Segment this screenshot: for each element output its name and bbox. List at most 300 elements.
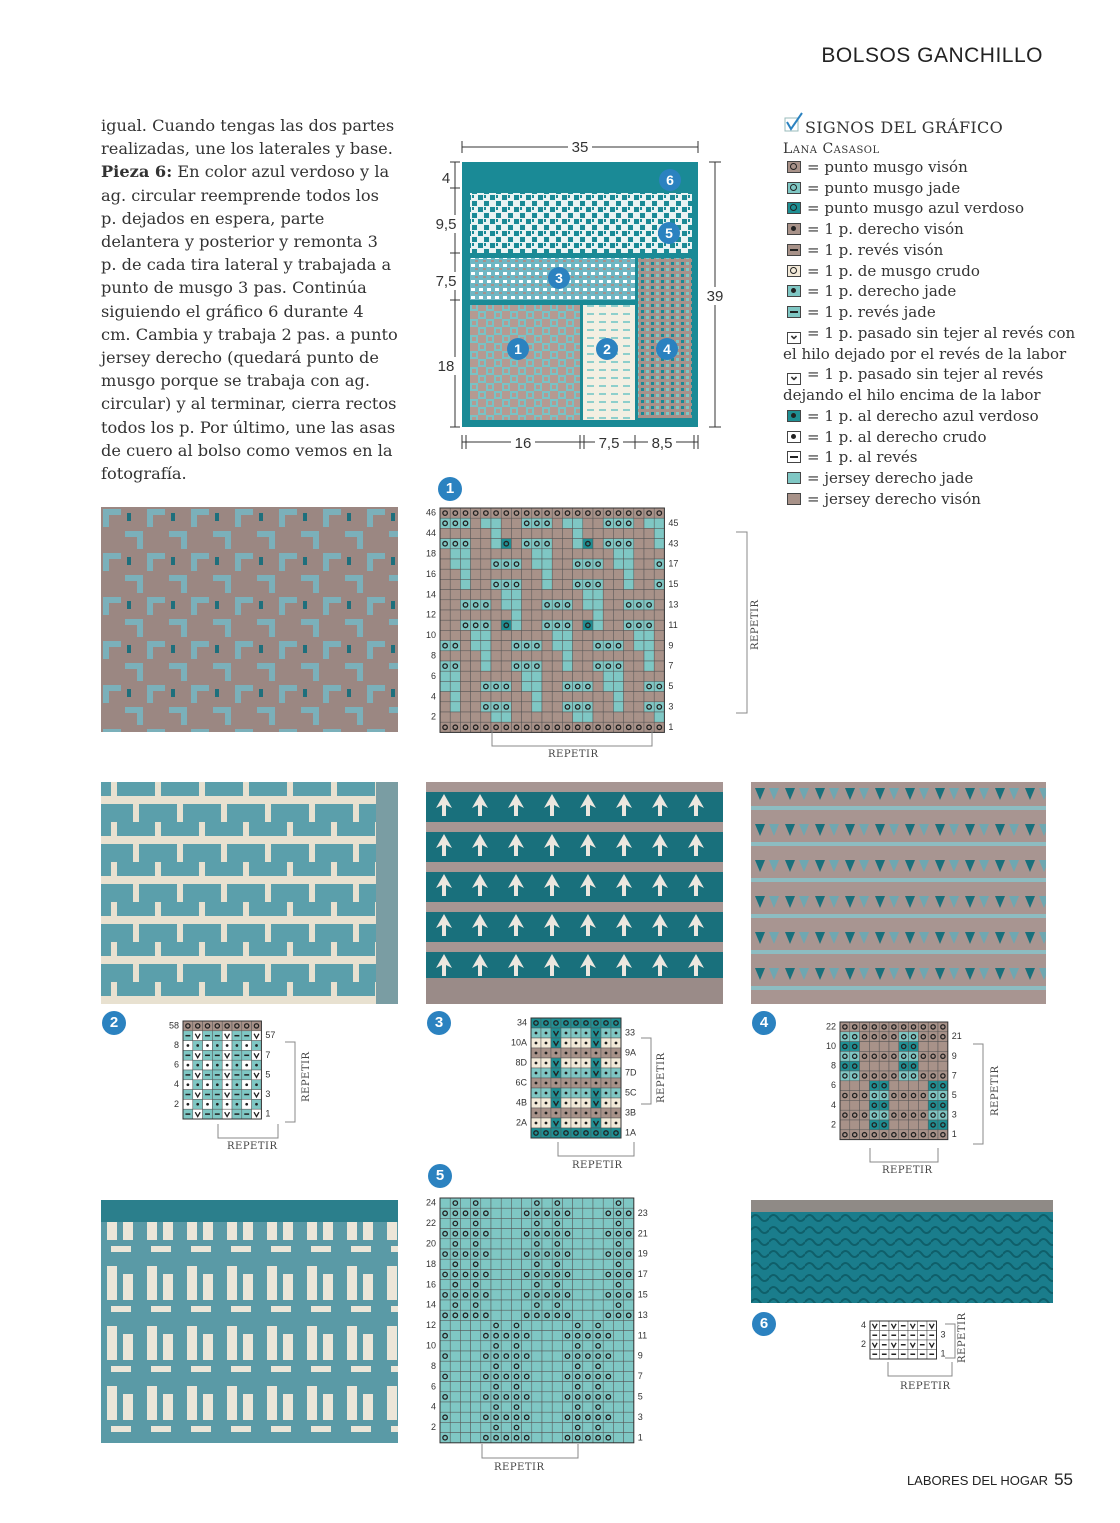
chart-cell [522,610,532,620]
chart-cell [471,590,481,600]
chart-cell [501,671,511,681]
chart-cell [542,1269,552,1279]
chart-cell [522,641,532,651]
row-number-left: 46 [425,507,436,518]
chart-cell [511,1382,521,1392]
chart-cell [501,1229,511,1239]
chart-cell [460,1422,470,1432]
chart-cell [552,1300,562,1310]
chart-cell [450,1320,460,1330]
chart-cell [542,1300,552,1310]
chart-cell [562,651,572,661]
chart-cell [634,590,644,600]
chart-cell [583,1249,593,1259]
chart-cell [460,1392,470,1402]
chart-cell [573,1422,583,1432]
chart-cell [583,1300,593,1310]
chart-cell [522,590,532,600]
chart-cell [899,1331,909,1341]
legend-symbol-icon [787,265,801,277]
chart-cell [909,1100,919,1110]
chart-cell [471,651,481,661]
chart-cell [242,1099,252,1109]
dim-bottom-1: 16 [514,435,532,452]
chart-cell [460,1249,470,1259]
legend-item-text: = punto musgo azul verdoso [807,199,1025,218]
chart-cell [573,1259,583,1269]
chart-cell [593,620,603,630]
chart-cell [481,1300,491,1310]
chart-cell [183,1031,193,1041]
chart-cell [561,1068,571,1078]
chart-cell [654,559,664,569]
chart-cell [562,1229,572,1239]
chart-cell [471,661,481,671]
chart-cell [601,1028,611,1038]
row-number-right: 1 [668,721,674,732]
chart-cell [440,651,450,661]
chart-cell [928,1110,938,1120]
chart-cell [511,630,521,640]
chart-cell [481,1229,491,1239]
chart-cell [491,1239,501,1249]
chart-cell [193,1021,203,1031]
chart-cell [522,539,532,549]
chart-cell [899,1120,909,1130]
chart-cell [541,1128,551,1138]
chart-cell [613,620,623,630]
legend-item [783,427,1083,448]
dim-left-4: 18 [437,358,455,375]
chart-cell [491,539,501,549]
chart-cell [532,1218,542,1228]
chart-cell [869,1081,879,1091]
chart-cell [613,1259,623,1269]
chart-cell [460,508,470,518]
chart-cell [869,1042,879,1052]
chart-cell [440,518,450,528]
legend-symbol-icon [787,493,801,505]
chart-cell [562,671,572,681]
chart-cell [552,1290,562,1300]
chart-cell [593,1320,603,1330]
chart-cell [481,630,491,640]
chart-cell [860,1061,870,1071]
chart-cell [927,1321,937,1331]
chart-cell [562,610,572,620]
chart-cell [613,1371,623,1381]
chart-cell [501,549,511,559]
chart-cell [562,549,572,559]
chart-cell [491,702,501,712]
chart-cell [450,1229,460,1239]
chart-cell [232,1060,242,1070]
chart-cell [252,1070,262,1080]
chart-cell [624,712,634,722]
chart-cell [552,630,562,640]
legend-item [783,198,1083,219]
chart-cell [562,539,572,549]
chart-cell [562,1392,572,1402]
chart-cell [562,590,572,600]
chart-cell [511,651,521,661]
chart-cell [440,1402,450,1412]
legend-title: SIGNOS DEL GRÁFICO [805,118,1004,137]
legend-item [783,219,1083,240]
chart-cell [450,1239,460,1249]
chart-cell [583,1229,593,1239]
chart-cell [583,579,593,589]
chart-cell [471,620,481,630]
chart-cell [611,1038,621,1048]
chart-cell [593,1402,603,1412]
chart-cell [522,1422,532,1432]
chart-cell [450,661,460,671]
chart-cell [440,722,450,732]
chart-cell [481,528,491,538]
chart-cell [242,1041,252,1051]
chart-cell [551,1118,561,1128]
chart-cell [252,1041,262,1051]
chart-cell [491,1259,501,1269]
chart-cell [561,1128,571,1138]
row-number-right: 3 [637,1411,643,1422]
chart-cell [440,1239,450,1249]
chart-cell [501,702,511,712]
chart-cell [581,1088,591,1098]
chart-cell [450,1361,460,1371]
chart-cell [603,1320,613,1330]
chart-cell [471,600,481,610]
chart-cell [611,1098,621,1108]
legend-symbol-icon [787,410,801,422]
chart-cell [644,620,654,630]
chart-cell [450,1259,460,1269]
chart-cell [501,1249,511,1259]
chart-cell [471,692,481,702]
chart-cell [860,1100,870,1110]
chart-cell [591,1078,601,1088]
chart-cell [583,692,593,702]
chart-cell [624,1300,634,1310]
chart-cell [562,1280,572,1290]
chart-cell [603,620,613,630]
chart-cell [552,1351,562,1361]
chart-cell [573,1392,583,1402]
chart-cell [624,1310,634,1320]
chart-cell [460,1310,470,1320]
row-number-right: 3 [668,701,674,712]
chart-cell [531,1078,541,1088]
chart-cell [242,1109,252,1119]
chart-cell [501,1280,511,1290]
chart-cell [918,1051,928,1061]
chart-cell [860,1032,870,1042]
chart-cell [542,661,552,671]
chart-cell [850,1032,860,1042]
chart-cell [573,1382,583,1392]
chart-cell [603,1300,613,1310]
row-number-left: 8 [173,1039,179,1050]
chart-cell [481,579,491,589]
chart-cell [654,549,664,559]
photo-stitch-2 [101,782,398,1004]
row-number-left: 44 [425,528,436,539]
chart-cell [481,1259,491,1269]
chart-cell [440,1341,450,1351]
chart-cell [203,1021,213,1031]
chart-cell [889,1032,899,1042]
chart-badge-6: 6 [752,1312,776,1336]
chart-cell [481,1361,491,1371]
chart-badge-5: 5 [428,1164,452,1188]
row-number-left: 6C [515,1077,527,1088]
chart-cell [203,1041,213,1051]
chart-cell [481,1280,491,1290]
chart-cell [879,1110,889,1120]
chart-cell [928,1071,938,1081]
chart-cell [583,1371,593,1381]
chart-cell [840,1042,850,1052]
chart-cell [471,1218,481,1228]
chart-cell [583,1412,593,1422]
chart-cell [542,620,552,630]
chart-cell [889,1120,899,1130]
legend-item-text: = 1 p. derecho visón [807,220,964,239]
chart-cell [840,1061,850,1071]
knitting-chart-2 [166,1018,301,1128]
chart-cell [624,630,634,640]
legend-symbol-icon [787,306,801,318]
chart-cell [624,1361,634,1371]
chart-cell [471,1249,481,1259]
chart-cell [562,579,572,589]
chart-cell [603,671,613,681]
chart-cell [522,559,532,569]
chart-cell [511,1361,521,1371]
chart-cell [532,518,542,528]
chart-cell [613,1249,623,1259]
chart-cell [471,641,481,651]
chart-cell [501,1239,511,1249]
chart-cell [573,590,583,600]
chart-cell [611,1118,621,1128]
chart-cell [601,1128,611,1138]
chart-cell [522,1331,532,1341]
legend-symbol-icon: ⌄ [788,327,800,343]
row-number-right: 5 [637,1391,643,1402]
chart-cell [561,1118,571,1128]
chart-cell [583,1269,593,1279]
chart-cell [440,1198,450,1208]
chart-cell [552,1218,562,1228]
chart-cell [501,610,511,620]
chart-cell [591,1048,601,1058]
chart-cell [583,712,593,722]
chart-cell [552,1198,562,1208]
chart-cell [491,1218,501,1228]
chart-cell [634,620,644,630]
row-number-left: 6 [173,1059,179,1070]
chart-cell [460,528,470,538]
chart-cell [232,1109,242,1119]
chart-cell [908,1331,918,1341]
chart-cell [938,1051,948,1061]
chart-cell [581,1098,591,1108]
chart-cell [532,569,542,579]
chart-cell [471,508,481,518]
chart-cell [542,1382,552,1392]
row-number-right: 33 [625,1027,636,1038]
row-number-right: 5C [625,1087,637,1098]
chart-cell [583,549,593,559]
chart-cell [634,579,644,589]
chart-cell [491,1320,501,1330]
chart-cell [551,1028,561,1038]
row-number-left: 8 [430,650,436,661]
chart-cell [644,661,654,671]
chart-cell [541,1028,551,1038]
chart-cell [611,1068,621,1078]
chart-cell [644,702,654,712]
chart-cell [613,1320,623,1330]
chart-cell [501,1392,511,1402]
chart-cell [471,549,481,559]
chart-cell [203,1060,213,1070]
chart-cell [522,579,532,589]
chart-cell [542,1290,552,1300]
chart-cell [613,1341,623,1351]
chart-cell [889,1340,899,1350]
chart-cell [654,661,664,671]
chart-cell [531,1128,541,1138]
chart-cell [624,1259,634,1269]
chart-cell [471,1351,481,1361]
row-number-right: 11 [668,619,678,630]
repeat-label-4: REPETIR [882,1165,933,1176]
dim-left-2: 9,5 [435,216,457,233]
chart-cell [654,671,664,681]
chart-cell [460,1229,470,1239]
chart-cell [481,1412,491,1422]
chart-cell [583,1433,593,1443]
chart-cell [522,1320,532,1330]
chart-cell [613,539,623,549]
chart-cell [531,1088,541,1098]
chart-cell [522,1269,532,1279]
chart-cell [562,630,572,640]
legend-item-text: = jersey derecho jade [807,469,974,488]
chart-cell [542,1310,552,1320]
dim-bottom-2: 7,5 [598,435,620,452]
repeat-vbracket-6 [944,1322,958,1360]
chart-cell [522,1239,532,1249]
row-number-left: 10 [425,630,436,641]
chart-cell [222,1080,232,1090]
chart-cell [552,671,562,681]
chart-cell [624,579,634,589]
chart-cell [481,620,491,630]
chart-cell [491,569,501,579]
chart-cell [593,1331,603,1341]
chart-cell [501,559,511,569]
row-number-left: 16 [425,1279,436,1290]
chart-cell [624,1371,634,1381]
chart-cell [232,1050,242,1060]
chart-cell [593,1249,603,1259]
chart-cell [542,610,552,620]
chart-cell [511,1310,521,1320]
chart-cell [193,1060,203,1070]
chart-cell [481,549,491,559]
chart-cell [460,1198,470,1208]
row-number-left: 12 [425,1320,436,1331]
chart-cell [889,1110,899,1120]
chart-cell [583,1198,593,1208]
chart-cell [571,1118,581,1128]
chart-cell [581,1058,591,1068]
chart-cell [460,1361,470,1371]
chart-cell [511,539,521,549]
chart-cell [571,1048,581,1058]
chart-cell [928,1042,938,1052]
chart-cell [471,1320,481,1330]
chart-cell [542,549,552,559]
chart-cell [440,1229,450,1239]
chart-cell [561,1028,571,1038]
chart-cell [532,692,542,702]
chart-cell [242,1090,252,1100]
chart-cell [511,1290,521,1300]
chart-cell [840,1091,850,1101]
row-number-right: 9 [637,1350,643,1361]
chart-cell [654,630,664,640]
photo-stitch-5 [101,1200,398,1443]
chart-cell [481,1422,491,1432]
chart-cell [860,1081,870,1091]
chart-cell [654,702,664,712]
chart-cell [542,702,552,712]
chart-cell [450,1198,460,1208]
chart-cell [481,590,491,600]
dim-top: 35 [571,139,589,156]
chart-cell [603,1402,613,1412]
legend-item-text: = 1 p. al derecho crudo [807,427,987,446]
chart-cell [573,579,583,589]
chart-cell [879,1100,889,1110]
chart-cell [232,1031,242,1041]
chart-cell [603,590,613,600]
chart-cell [583,1310,593,1320]
chart-cell [450,722,460,732]
row-number-left: 20 [425,1238,436,1249]
chart-cell [511,620,521,630]
chart-cell [644,681,654,691]
chart-cell [573,671,583,681]
chart-cell [869,1022,879,1032]
chart-cell [440,539,450,549]
chart-cell [522,1402,532,1412]
chart-cell [571,1098,581,1108]
chart-cell [542,1341,552,1351]
chart-cell [532,651,542,661]
row-number-right: 1 [951,1129,957,1140]
chart-cell [501,661,511,671]
chart-cell [440,569,450,579]
chart-cell [601,1118,611,1128]
chart-cell [450,549,460,559]
chart-cell [511,661,521,671]
